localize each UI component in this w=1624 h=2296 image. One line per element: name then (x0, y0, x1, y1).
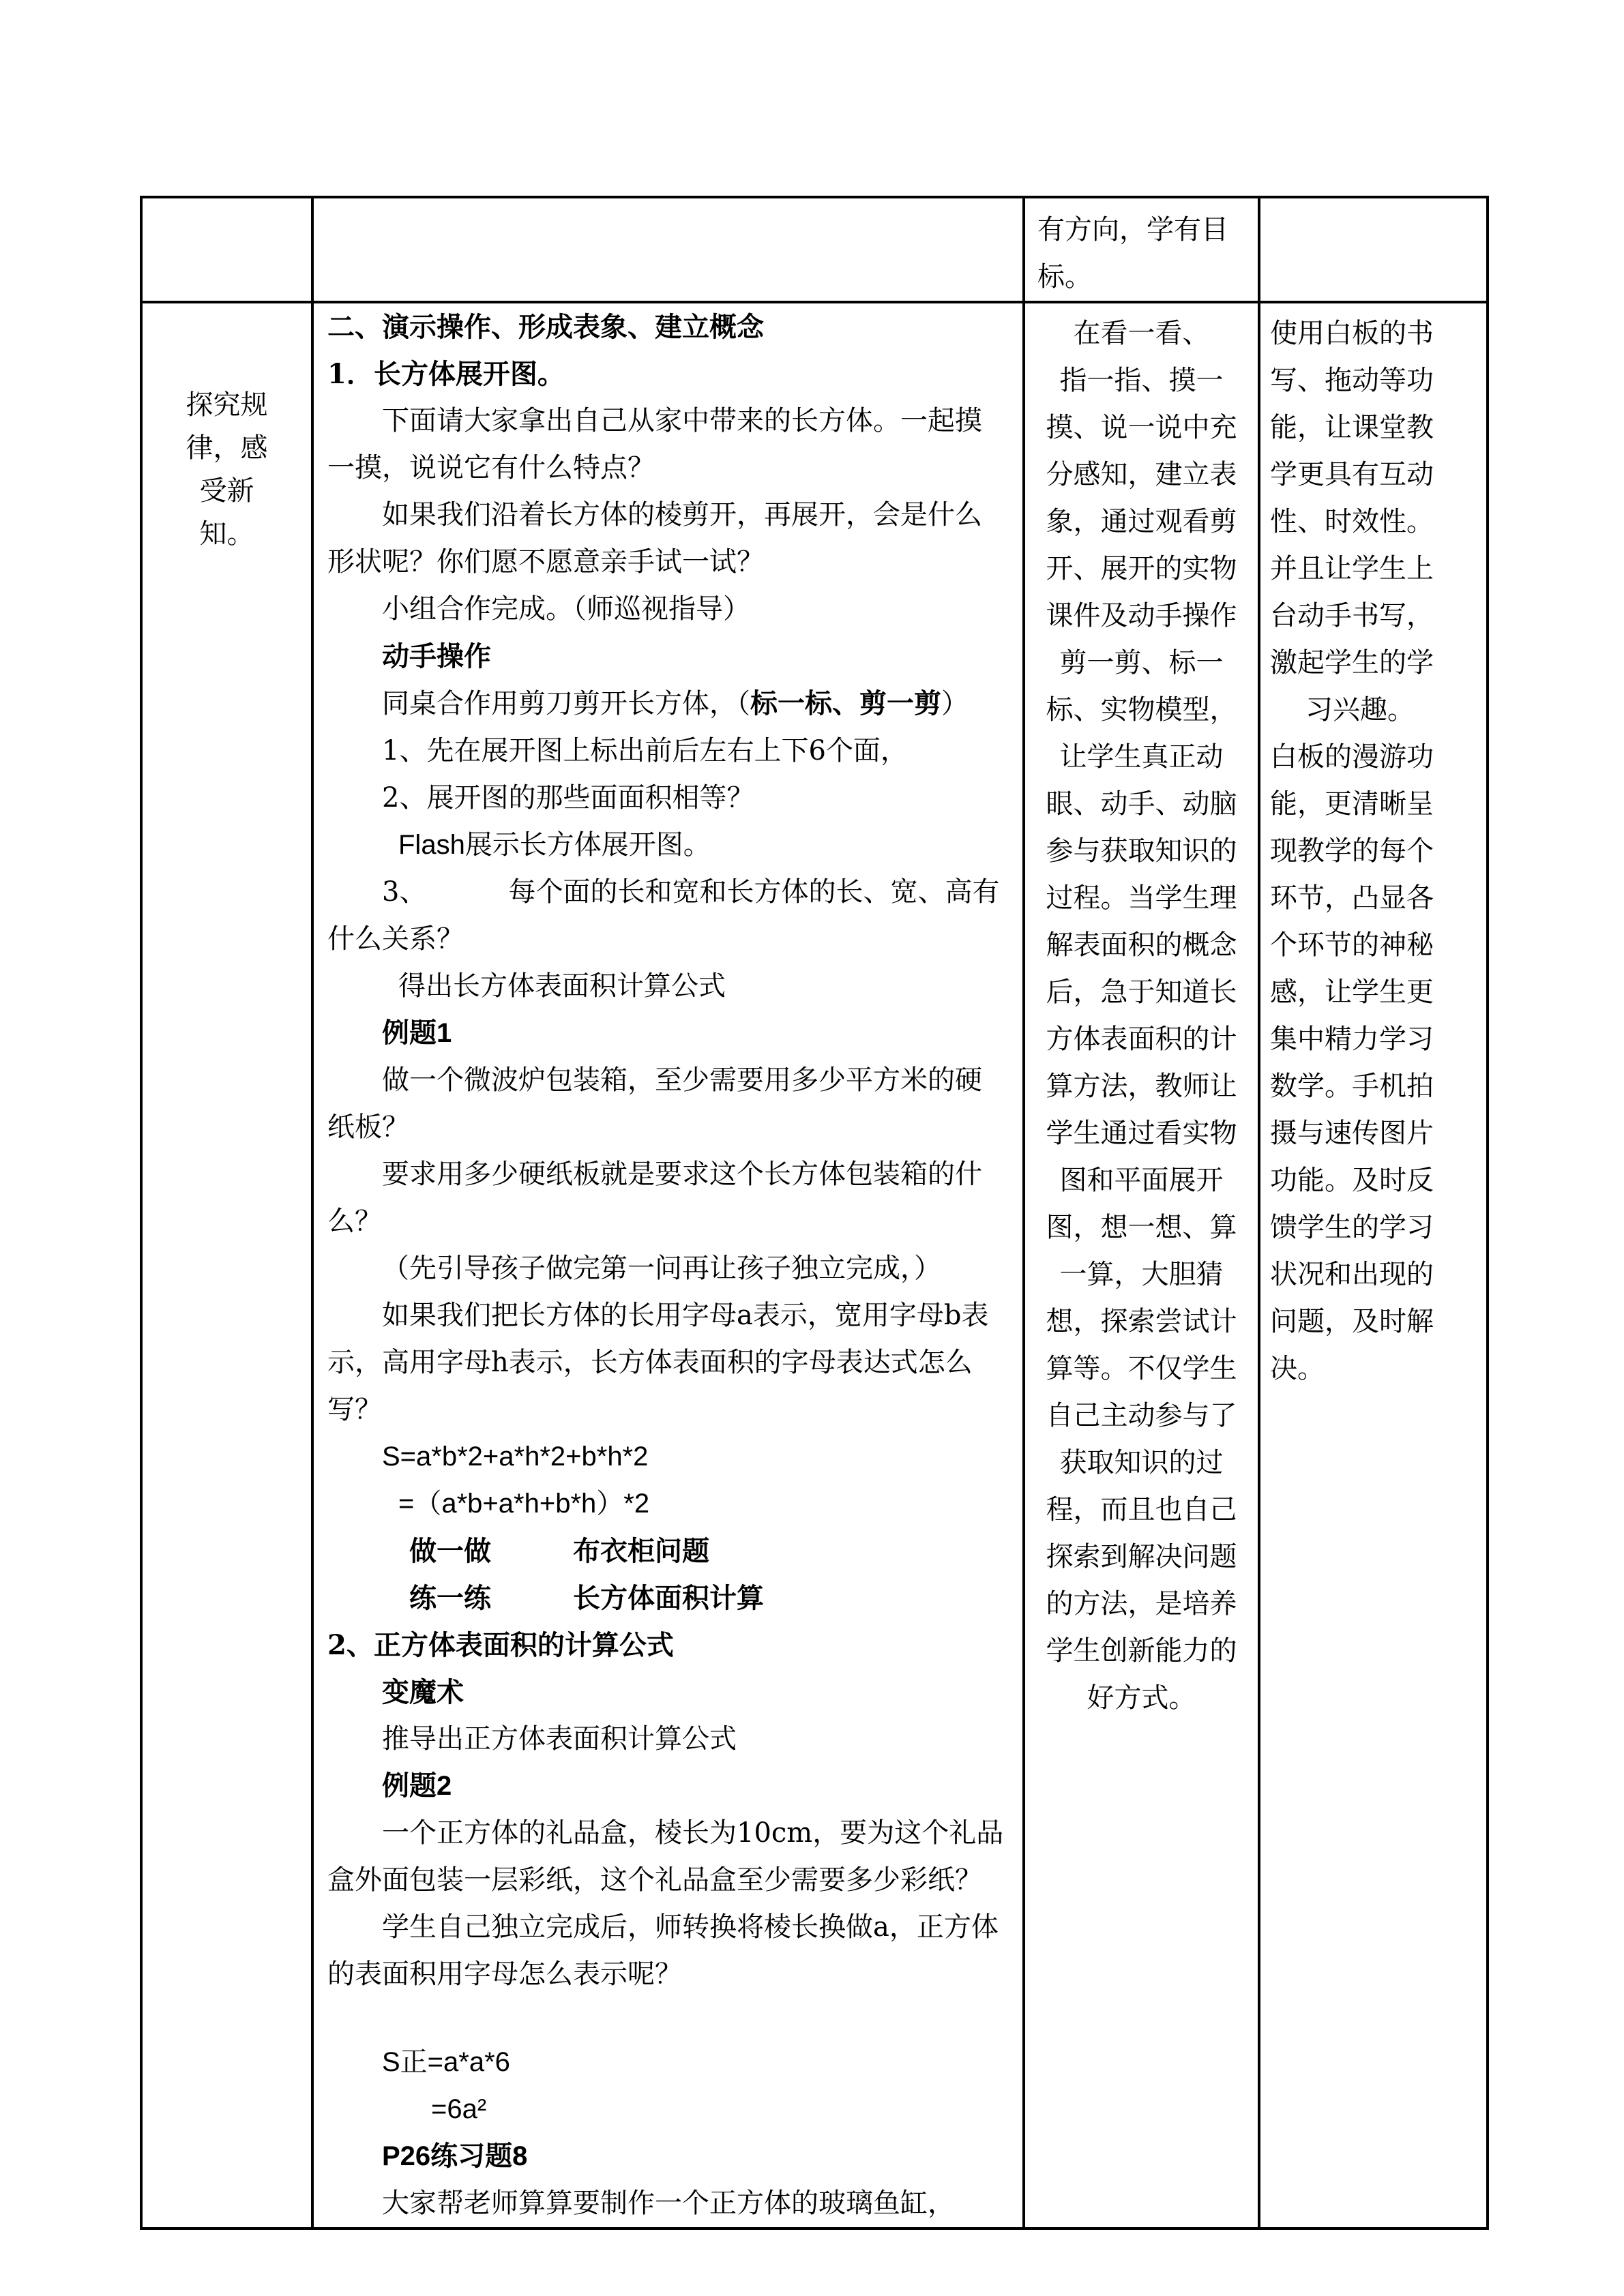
tech-use-line: 问题，及时解 (1270, 1306, 1434, 1337)
design-intent-line: 学生创新能力的 (1046, 1635, 1237, 1667)
bold-span: 标一标、剪一剪 (750, 687, 941, 719)
tech-use-line: 数学。手机拍 (1270, 1071, 1434, 1102)
tech-use-line: 性、时效性。 (1270, 506, 1434, 537)
example-title: 例题1 (382, 1018, 452, 1048)
tech-use-line: 激起学生的学 (1270, 647, 1434, 679)
hands-on-heading: 动手操作 (382, 640, 491, 672)
design-intent-text (1025, 303, 1258, 1722)
design-intent-line: 获取知识的过 (1059, 1447, 1224, 1478)
design-intent-line: 想，探索尝试计 (1046, 1306, 1237, 1337)
design-intent-line: 的方法，是培养 (1046, 1588, 1237, 1620)
lesson-plan-table (140, 196, 1489, 2230)
spacer (327, 1998, 1009, 2039)
tech-use-line: 环节，凸显各 (1270, 882, 1434, 914)
flash-note: Flash展示长方体展开图。 (398, 830, 711, 860)
activity-text: 长方体面积计算 (573, 1582, 764, 1614)
design-intent-line: 让学生真正动 (1059, 741, 1224, 773)
formula: =6a² (431, 2094, 487, 2124)
activity-line (327, 1527, 1009, 1575)
subsection-title-1: 1．长方体展开图。 (327, 358, 565, 390)
question-number: 3、 (382, 876, 427, 908)
question-item: 1、先在展开图上标出前后左右上下6个面， (382, 735, 908, 766)
design-intent-line: 过程。当学生理 (1046, 882, 1237, 914)
paragraph: （先引导孩子做完第一问再让孩子独立完成，） (382, 1253, 941, 1284)
formula: =（a*b+a*h+b*h）*2 (398, 1489, 650, 1519)
tech-use-line: 写、拖动等功 (1270, 365, 1434, 396)
tech-use-line: 馈学生的学习 (1270, 1212, 1434, 1243)
table-row-explore (141, 302, 1488, 2228)
stage-label (143, 303, 311, 556)
question-item: 2、展开图的那些面面积相等？ (382, 782, 754, 814)
stage-cell-empty (141, 197, 312, 302)
design-intent-line: 算等。不仅学生 (1046, 1353, 1237, 1384)
activity-label: 练一练 (409, 1582, 491, 1614)
formula: S正=a*a*6 (382, 2047, 510, 2077)
design-intent-line: 一算，大胆猜 (1059, 1259, 1224, 1290)
tech-use-line: 现教学的每个 (1270, 835, 1434, 867)
tech-use-line: 使用白板的书 (1270, 318, 1434, 349)
design-intent-line: 开、展开的实物 (1046, 553, 1237, 584)
tech-use-text (1260, 303, 1486, 1392)
magic-heading: 变魔术 (382, 1676, 464, 1708)
paragraph (327, 680, 1009, 728)
subsection-title-2: 2、正方体表面积的计算公式 (327, 1629, 674, 1661)
formula: S=a*b*2+a*h*2+b*h*2 (382, 1442, 649, 1472)
stage-label-text: 探究规律，感受新知。 (186, 389, 268, 550)
paragraph: 学生自己独立完成后，师转换将棱长换做a，正方体的表面积用字母怎么表示呢？ (327, 1911, 999, 1990)
text-span: 同桌合作用剪刀剪开长方体，（ (382, 688, 750, 719)
tech-use-line: 能，让课堂教 (1270, 412, 1434, 443)
tech-use-line: 习兴趣。 (1305, 694, 1415, 726)
design-intent-cell (1024, 197, 1259, 302)
paragraph: 要求用多少硬纸板就是要求这个长方体包装箱的什么？ (327, 1159, 982, 1237)
activity-line (327, 1575, 1009, 1622)
design-intent-line: 方体表面积的计 (1046, 1024, 1237, 1055)
tech-use-line: 个环节的神秘 (1270, 929, 1434, 961)
tech-use-line: 能，更清晰呈 (1270, 788, 1434, 820)
paragraph: 一个正方体的礼品盒，棱长为10cm，要为这个礼品盒外面包装一层彩纸，这个礼品盒至少需要多少彩纸？ (327, 1817, 1004, 1896)
activity-label: 做一做 (409, 1535, 491, 1567)
design-intent-line: 摸、说一说中充 (1046, 412, 1237, 443)
paragraph: 推导出正方体表面积计算公式 (382, 1723, 737, 1755)
section-title: 二、演示操作、形成表象、建立概念 (327, 311, 764, 343)
tech-use-line: 白板的漫游功 (1270, 741, 1434, 773)
paragraph: 如果我们把长方体的长用字母a表示，宽用字母b表示，高用字母h表示，长方体表面积的字母表达式怎么写？ (327, 1300, 989, 1425)
design-intent-line: 学生通过看实物 (1046, 1118, 1237, 1149)
content-cell-empty (312, 197, 1024, 302)
design-intent-line: 分感知，建立表 (1046, 459, 1237, 490)
design-intent-line: 指一指、摸一 (1059, 365, 1224, 396)
question-item (327, 869, 1009, 963)
paragraph: 得出长方体表面积计算公式 (398, 970, 726, 1002)
example-title: 例题2 (382, 1771, 452, 1801)
design-intent-line: 眼、动手、动脑 (1046, 788, 1237, 820)
design-intent-line: 象，通过观看剪 (1046, 506, 1237, 537)
tech-use-line: 并且让学生上 (1270, 553, 1434, 584)
tech-use-line: 状况和出现的 (1270, 1259, 1434, 1290)
tech-use-line: 台动手书写， (1270, 600, 1434, 631)
question-text: 每个面的长和宽和长方体的长、宽、高有什么关系？ (327, 876, 1000, 955)
design-intent-line: 好方式。 (1087, 1682, 1196, 1714)
content-body (314, 303, 1022, 2227)
design-intent-line: 剪一剪、标一 (1059, 647, 1224, 679)
stage-cell (141, 302, 312, 2228)
paragraph: 做一个微波炉包装箱，至少需要用多少平方米的硬纸板？ (327, 1064, 982, 1143)
text-span: ） (941, 688, 969, 719)
design-intent-line: 探索到解决问题 (1046, 1541, 1237, 1572)
tech-cell-empty (1259, 197, 1488, 302)
paragraph: 小组合作完成。（师巡视指导） (382, 593, 750, 625)
tech-use-line: 摄与速传图片 (1270, 1118, 1434, 1149)
design-intent-line: 参与获取知识的 (1046, 835, 1237, 867)
tech-use-line: 功能。及时反 (1270, 1165, 1434, 1196)
design-intent-line: 在看一看、 (1073, 318, 1210, 349)
design-intent-line: 解表面积的概念 (1046, 929, 1237, 961)
design-intent-line: 图，想一想、算 (1046, 1212, 1237, 1243)
tech-use-line: 集中精力学习 (1270, 1024, 1434, 1055)
design-intent-line: 自己主动参与了 (1046, 1400, 1237, 1431)
paragraph: 如果我们沿着长方体的棱剪开，再展开，会是什么形状呢？你们愿不愿意亲手试一试？ (327, 499, 982, 578)
tech-use-line: 感，让学生更 (1270, 976, 1434, 1008)
tech-use-line: 决。 (1270, 1353, 1325, 1384)
design-intent-line: 图和平面展开 (1059, 1165, 1224, 1196)
design-intent-line: 算方法，教师让 (1046, 1071, 1237, 1102)
content-cell (312, 302, 1024, 2228)
paragraph: 下面请大家拿出自己从家中带来的长方体。一起摸一摸，说说它有什么特点？ (327, 405, 982, 483)
tech-use-cell (1259, 302, 1488, 2228)
design-intent-line: 后，急于知道长 (1046, 976, 1237, 1008)
design-intent-cell (1024, 302, 1259, 2228)
design-intent-line: 程，而且也自己 (1046, 1494, 1237, 1525)
activity-text: 布衣柜问题 (573, 1535, 709, 1567)
design-intent-line: 课件及动手操作 (1046, 600, 1237, 631)
paragraph: 大家帮老师算算要制作一个正方体的玻璃鱼缸， (382, 2188, 955, 2219)
tech-use-line: 学更具有互动 (1270, 459, 1434, 490)
exercise-title: P26练习题8 (382, 2141, 528, 2171)
design-intent-line: 标、实物模型， (1046, 694, 1237, 726)
table-row-continuation (141, 197, 1488, 302)
design-intent-text: 有方向，学有目标。 (1037, 214, 1228, 293)
